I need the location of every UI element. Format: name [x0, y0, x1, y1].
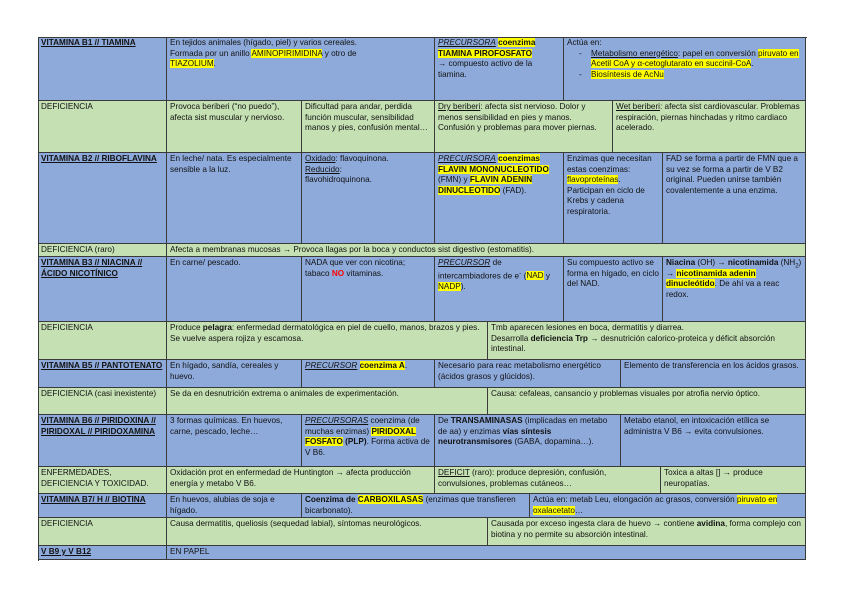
b1-source-line: En tejidos animales (hígado, piel) y varios cereales. [170, 38, 358, 47]
b1-action-item [579, 70, 802, 81]
text: . Participan en ciclo de Krebs y cadena respiratoria. [567, 175, 645, 216]
text: piruvato en Acetil CoA y α-cetoglutarato en succinil-CoA [591, 48, 799, 69]
text: . Forma activa de V B6. [305, 437, 430, 457]
b7-source-cell [167, 494, 302, 518]
b2-forms-cell [302, 153, 435, 244]
text: FAD se forma a partir de FMN que a su vez se forma a partir de V B2 original. Pueden unirse también covalentemente a una enzima. [666, 154, 798, 195]
text: NADA que ver con nicotina; tabaco [305, 258, 406, 278]
b3-title-cell [38, 257, 167, 322]
text: (OH) → [695, 258, 728, 267]
fad: FLAVIN ADENIN DINUCLEOTIDO [438, 175, 533, 195]
b5-metab-cell [435, 360, 621, 388]
dry-beriberi: Dry beriberi [438, 102, 481, 111]
text: Enzimas que necesitan estas coenzimas: [567, 154, 652, 174]
b3-title: VITAMINA B3 // NIACINA // ÁCIDO NICOTÍNICO [41, 258, 143, 278]
deficiencia-label: DEFICIENCIA [41, 519, 93, 528]
text: Metabo etanol, en intoxicación etílica se administra V B6 → evita convulsiones. [624, 416, 770, 436]
b3-active-cell [564, 257, 663, 322]
b1-structure [170, 49, 431, 60]
b1-def-c2 [167, 101, 302, 153]
text: Causada por exceso ingesta clara de huevo → contiene [491, 519, 697, 528]
coenzima-a: coenzima A [359, 361, 405, 370]
superscript: - [519, 269, 522, 277]
b5-def-c3 [488, 388, 806, 415]
b7-def-c2 [167, 518, 488, 546]
text: : papel en conversión [677, 48, 759, 58]
b2-def-c2 [167, 244, 806, 257]
text: y otro de [322, 48, 357, 58]
b2-fad-cell [663, 153, 806, 244]
b5-source-cell [167, 360, 302, 388]
precursora: PRECURSORA [438, 154, 496, 163]
b3-precursor-cell [435, 257, 564, 322]
nadp: NADP [438, 281, 461, 291]
text: (raro): produce depresión, confusión, convulsiones, problemas cutáneos… [438, 468, 607, 488]
text: : afecta sist nervioso. Dolor y menos sensibilidad en pies y manos. Confusión y problemas para mover piernas. [438, 102, 597, 133]
text: En leche/ nata. Es especialmente sensible a la luz. [170, 154, 292, 174]
text: Causa: cefaleas, cansancio y problemas visuales por atrofia nervio óptico. [491, 389, 760, 398]
b5-title: VITAMINA B5 // PANTOTENATO [41, 361, 163, 370]
text: : [339, 164, 342, 174]
text: (enzimas que transfieren bicarbonato). [305, 495, 516, 515]
text: , forma complejo con biotina y no permite su absorción intestinal. [491, 519, 801, 539]
b1-source-cell [167, 37, 435, 101]
text: En hígado, sandía, cereales y huevo. [170, 361, 279, 381]
text: y [543, 271, 550, 281]
text: ( [521, 271, 527, 281]
fmn: FLAVIN MONONUCLEOTIDO [438, 164, 549, 174]
carboxilasas: CARBOXILASAS [357, 495, 424, 504]
b1-action-cell [564, 37, 806, 101]
b1-def-c4 [435, 101, 613, 153]
b9-c2 [167, 546, 806, 560]
text: EN PAPEL [170, 547, 210, 556]
enfermedades-label: ENFERMEDADES, DEFICIENCIA Y TOXICIDAD. [41, 468, 149, 488]
deficiencia-label: DEFICIENCIA (raro) [41, 245, 115, 254]
b6-source-cell [167, 415, 302, 467]
text: ). [460, 281, 466, 291]
no: NO [331, 268, 345, 278]
tiazolium: TIAZOLIUM [170, 59, 214, 69]
text: Elemento de transferencia en los ácidos grasos. [624, 361, 799, 370]
pelagra: pelagra [202, 323, 232, 332]
b2-def-label-cell [38, 244, 167, 257]
neurotransmisores: vías síntesis neurotransmisores [438, 426, 552, 447]
b2-title-cell [38, 153, 167, 244]
text: flavohidroquinona. [305, 175, 372, 185]
text: . [404, 361, 408, 370]
text: Tmb aparecen lesiones en boca, dermatitis y diarrea. [491, 323, 684, 332]
nad: NAD [526, 271, 544, 281]
b3-niacina-cell [663, 257, 806, 322]
text: : flavoquinona. [335, 154, 389, 163]
text: De [438, 416, 451, 425]
b1-title-cell [38, 37, 167, 101]
b2-precursor-cell [435, 153, 564, 244]
b9-title-cell [38, 546, 167, 560]
b7-title: VITAMINA B7/ H // BIOTINA [41, 495, 146, 504]
nad: nicotinamida adenin dinucleótido [666, 268, 756, 289]
precursor: PRECURSOR [305, 361, 358, 370]
b2-source-cell [167, 153, 302, 244]
reducido: Reducido [305, 164, 340, 174]
text: (GABA, dopamina…). [512, 437, 594, 447]
b5-def-c2 [167, 388, 488, 415]
piridoxal-fosfato: PIRIDOXAL FOSFATO [305, 426, 417, 447]
actua-en: Actúa en: [567, 38, 602, 47]
text: Afecta a membranas mucosas → Provoca llagas por la boca y conductos sist digestivo (estomatitis). [170, 245, 535, 254]
text: coenzima (de muchas enzimas) [305, 416, 420, 436]
b6-precursor-cell [302, 415, 435, 467]
text: Actúa en: metab Leu, elongación ac grasos, conversión [533, 495, 737, 504]
b6-etanol-cell [621, 415, 806, 467]
aminopirimidina: AMINOPIRIMIDINA [251, 48, 323, 58]
text: . [751, 59, 754, 69]
transaminasas: TRANSAMINASAS [450, 416, 523, 425]
b6-title: VITAMINA B6 // PIRIDOXINA // PIRIDOXAL // PIRIDOXAMINA [41, 416, 156, 436]
b1-title: VITAMINA B1 // TIAMINA [41, 38, 136, 47]
deficiencia-label: DEFICIENCIA [41, 102, 93, 111]
precursoras: PRECURSORAS [305, 416, 369, 425]
b2-enzymes-cell [564, 153, 663, 244]
text: ) → [666, 258, 802, 278]
b5-title-cell [38, 360, 167, 388]
text: vitaminas. [344, 268, 384, 278]
coenzimas: coenzimas [498, 154, 540, 163]
text: Desarrolla [491, 333, 531, 343]
text: (implicadas en metabo de aa) y enzimas [438, 416, 608, 436]
text: … [574, 505, 584, 515]
coenzima: coenzima [498, 38, 536, 47]
text: Toxica a altas [] → produce neuropatías. [664, 468, 763, 488]
deficiencia-label: DEFICIENCIA [41, 323, 93, 332]
b3-def-c3 [488, 322, 806, 360]
nicotinamida: nicotinamida [727, 258, 779, 267]
avidina: avidina [696, 519, 725, 528]
piruvato-oxalacetato: piruvato en oxalacetato [533, 495, 778, 515]
tiamina-pirofosfato: TIAMINA PIROFOSFATO [438, 48, 533, 58]
metabolismo: Metabolismo energético [591, 48, 678, 58]
b5-transfer-cell [621, 360, 806, 388]
text: Oxidación prot en enfermedad de Huntington → afecta producción energía y metabo V B6. [170, 468, 411, 488]
b6-title-cell [38, 415, 167, 467]
text: (FAD). [500, 185, 527, 195]
coenzima-de: Coenzima de [305, 495, 358, 504]
b7-action-cell [530, 494, 806, 518]
b6-transaminasas-cell [435, 415, 621, 467]
text: : enfermedad dermatológica en piel de cuello, manos, brazos y pies. Se vuelve aspera rojiza y escamosa. [170, 323, 480, 343]
b7-title-cell [38, 494, 167, 518]
b3-source-cell [167, 257, 302, 322]
b1-def-label-cell [38, 101, 167, 153]
b1-precursor-cell [435, 37, 564, 101]
b1-action-list [567, 49, 802, 81]
text: Se da en desnutrición extrema o animales de experimentación. [170, 389, 399, 398]
text: En carne/ pescado. [170, 258, 241, 267]
b6-def-label-cell [38, 467, 167, 494]
text: Necesario para reac metabolismo energético (ácidos grasos y glúcidos). [438, 361, 601, 381]
b7-def-c3 [488, 518, 806, 546]
text: → compuesto activo de la tiamina. [438, 59, 533, 79]
text: Dificultad para andar, perdida función muscular, sensibilidad manos y pies, confusión mental… [305, 102, 428, 133]
text: Produce [170, 323, 203, 332]
text: (FMN) y [438, 175, 470, 185]
wet-beriberi: Wet beriberi [616, 102, 660, 111]
b3-nicotine-cell [302, 257, 435, 322]
b3-def-label-cell [38, 322, 167, 360]
text: Su compuesto activo se forma en hígado, en ciclo del NAD. [567, 258, 659, 289]
b1-structure-2 [170, 59, 431, 70]
b7-def-label-cell [38, 518, 167, 546]
text: Provoca beriberi (“no puedo”), afecta sist muscular y nervioso. [170, 102, 285, 122]
plp: (PLP) [342, 437, 367, 447]
text: : afecta sist cardiovascular. Problemas respiración, piernas hinchadas y ritmo cardiaco acelerado. [616, 102, 800, 133]
b5-precursor-cell [302, 360, 435, 388]
text: de intercambiadores de e [438, 258, 520, 281]
deficiencia-label: DEFICIENCIA (casi inexistente) [41, 389, 157, 398]
b3-def-c2 [167, 322, 488, 360]
b6-def-c4 [661, 467, 806, 494]
b3-def-trp [491, 334, 802, 355]
b6-def-c3 [435, 467, 661, 494]
text: 3 formas químicas. En huevos, carne, pescado, leche… [170, 416, 283, 436]
b9-title: V B9 y V B12 [41, 547, 92, 556]
text: (NH [778, 258, 796, 267]
precursora: PRECURSORA [438, 38, 496, 47]
deficiencia-trp: deficiencia Trp [530, 333, 588, 343]
text: Causa dermatitis, queliosis (sequedad labial), síntomas neurológicos. [170, 519, 422, 528]
text: Formada por un anillo [170, 48, 252, 58]
b1-def-c5 [613, 101, 806, 153]
oxidado: Oxidado [305, 154, 336, 163]
text: . De ahí va a reac redox. [666, 279, 780, 299]
b6-def-c2 [167, 467, 435, 494]
subscript: 2 [795, 263, 799, 270]
text: . [213, 59, 216, 69]
niacina: Niacina [666, 258, 696, 267]
text: Biosíntesis de AcNu [591, 69, 664, 79]
b5-def-label-cell [38, 388, 167, 415]
b1-action-item [579, 49, 802, 70]
deficit: DEFICIT [438, 468, 470, 477]
b2-title: VITAMINA B2 // RIBOFLAVINA [41, 154, 157, 163]
b7-coenzyme-cell [302, 494, 530, 518]
text: En huevos, alubias de soja e hígado. [170, 495, 275, 515]
text: → desnutrición calorico-proteica y déficit absorción intestinal. [491, 333, 775, 354]
b1-def-c3 [302, 101, 435, 153]
flavoproteinas: flavoproteínas [567, 175, 619, 185]
precursor: PRECURSOR [438, 258, 491, 267]
